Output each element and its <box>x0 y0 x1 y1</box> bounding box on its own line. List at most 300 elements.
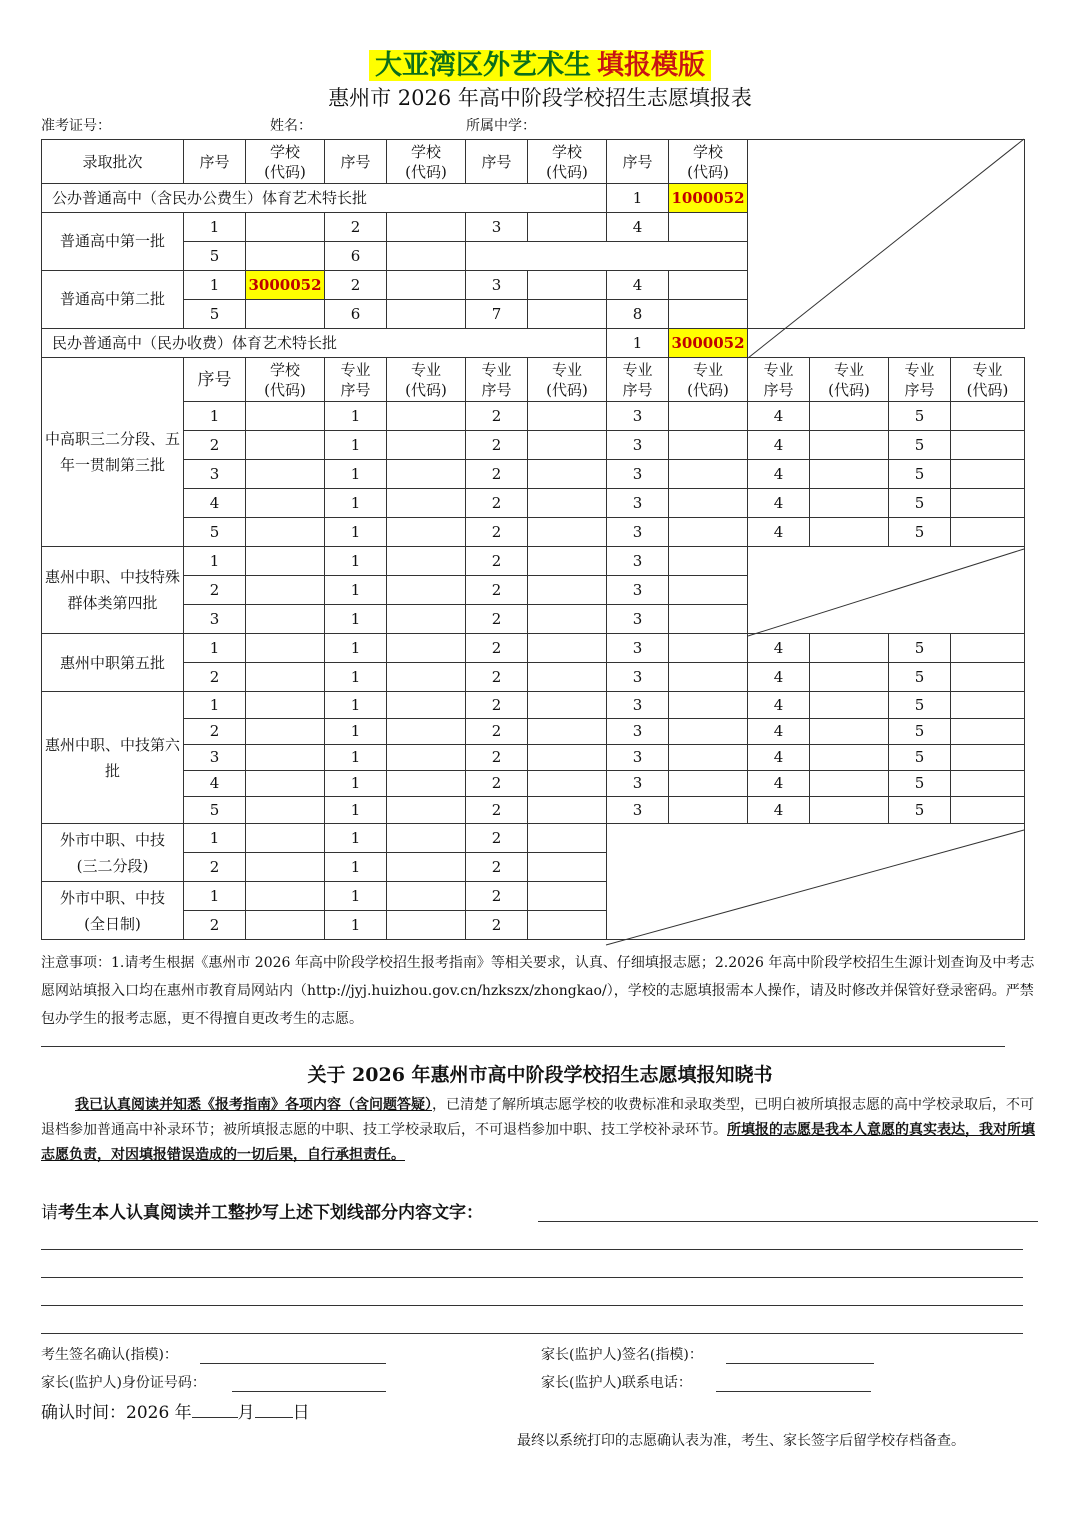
major-code-header: 专业 (代码) <box>669 358 748 402</box>
page-title <box>0 46 1080 86</box>
seq-cell: 1 <box>607 184 669 213</box>
seq-cell: 2 <box>184 663 246 692</box>
seq-cell: 3 <box>607 547 669 576</box>
seq-cell: 1 <box>607 329 669 358</box>
major-code-cell[interactable] <box>528 882 607 911</box>
seq-cell: 3 <box>607 431 669 460</box>
seq-cell: 5 <box>889 797 951 824</box>
seq-cell: 1 <box>184 547 246 576</box>
school-code-cell[interactable] <box>246 518 325 547</box>
seq-header: 序号 <box>184 358 246 402</box>
major-code-cell[interactable] <box>810 489 889 518</box>
seq-cell: 2 <box>466 853 528 882</box>
name-label: 姓名： <box>270 118 312 134</box>
seq-cell: 3 <box>607 692 669 719</box>
school-header: 学校 (代码) <box>528 140 607 184</box>
school-label: 所属中学： <box>466 118 536 134</box>
school-code-cell[interactable] <box>246 576 325 605</box>
day-blank[interactable] <box>255 1399 293 1418</box>
major-code-header: 专业 (代码) <box>810 358 889 402</box>
seq-cell: 4 <box>748 745 810 771</box>
seq-cell: 3 <box>607 771 669 797</box>
seq-cell: 1 <box>325 663 387 692</box>
major-code-cell[interactable] <box>387 911 466 940</box>
seq-cell: 1 <box>325 518 387 547</box>
major-code-cell[interactable] <box>528 576 607 605</box>
table-row <box>42 692 1025 719</box>
parent-signature-label: 家长(监护人)签名(指模)： <box>541 1347 703 1363</box>
blank-cell <box>748 547 1025 634</box>
major-code-cell[interactable] <box>528 518 607 547</box>
writing-line[interactable] <box>41 1333 1023 1334</box>
school-code-cell[interactable] <box>387 213 466 242</box>
seq-cell: 3 <box>607 663 669 692</box>
seq-cell: 2 <box>466 605 528 634</box>
seq-cell: 1 <box>325 402 387 431</box>
seq-cell: 1 <box>184 271 246 300</box>
seq-cell: 3 <box>607 745 669 771</box>
seq-cell: 5 <box>184 300 246 329</box>
major-code-cell[interactable] <box>387 489 466 518</box>
major-code-cell[interactable] <box>669 692 748 719</box>
seq-cell: 4 <box>748 489 810 518</box>
major-code-cell[interactable] <box>528 771 607 797</box>
major-code-header: 专业 (代码) <box>528 358 607 402</box>
seq-cell: 3 <box>607 605 669 634</box>
table-row <box>42 745 1025 771</box>
major-code-cell[interactable] <box>669 547 748 576</box>
major-code-cell[interactable] <box>387 518 466 547</box>
day-label: 日 <box>292 1403 310 1423</box>
seq-cell: 5 <box>889 692 951 719</box>
school-code-cell[interactable] <box>246 692 325 719</box>
seq-cell: 4 <box>184 771 246 797</box>
major-code-cell[interactable] <box>810 460 889 489</box>
seq-cell: 1 <box>184 882 246 911</box>
final-note: 最终以系统打印的志愿确认表为准，考生、家长签字后留学校存档备查。 <box>517 1433 965 1449</box>
seq-cell: 5 <box>889 489 951 518</box>
major-seq-header: 专业 序号 <box>325 358 387 402</box>
parent-id-line[interactable] <box>232 1391 386 1392</box>
seq-cell: 5 <box>889 634 951 663</box>
seq-cell: 3 <box>607 489 669 518</box>
seq-cell: 1 <box>325 692 387 719</box>
major-code-cell[interactable] <box>528 605 607 634</box>
major-code-cell[interactable] <box>387 882 466 911</box>
major-code-cell[interactable] <box>528 719 607 745</box>
underlined-text: 我已认真阅读并知悉《报考指南》各项内容（含问题答疑） <box>75 1097 432 1113</box>
seq-cell: 2 <box>184 719 246 745</box>
major-code-cell[interactable] <box>528 460 607 489</box>
seq-cell: 1 <box>325 576 387 605</box>
copy-writing-line[interactable] <box>538 1221 1038 1222</box>
major-code-cell[interactable] <box>951 771 1025 797</box>
seq-cell: 3 <box>607 797 669 824</box>
title-part-1: 大亚湾区外艺术生 <box>372 50 594 81</box>
seq-cell: 4 <box>748 518 810 547</box>
seq-cell: 2 <box>466 663 528 692</box>
major-code-cell[interactable] <box>951 518 1025 547</box>
major-code-cell[interactable] <box>951 719 1025 745</box>
major-code-cell[interactable] <box>669 489 748 518</box>
seq-cell: 1 <box>325 824 387 853</box>
major-code-cell[interactable] <box>669 719 748 745</box>
seq-cell: 2 <box>184 911 246 940</box>
school-code-cell[interactable] <box>246 882 325 911</box>
major-code-cell[interactable] <box>669 771 748 797</box>
writing-line[interactable] <box>41 1305 1023 1306</box>
seq-cell: 2 <box>466 797 528 824</box>
seq-cell: 1 <box>184 634 246 663</box>
major-code-cell[interactable] <box>810 402 889 431</box>
school-code-cell[interactable] <box>669 300 748 329</box>
batch-label: 惠州中职、中技特殊群体类第四批 <box>42 547 184 634</box>
school-code-cell[interactable] <box>246 797 325 824</box>
school-code-cell[interactable] <box>669 213 748 242</box>
seq-cell: 3 <box>607 576 669 605</box>
table-row <box>42 489 1025 518</box>
school-code-cell[interactable] <box>246 431 325 460</box>
major-code-cell[interactable] <box>810 797 889 824</box>
school-code-cell[interactable] <box>246 634 325 663</box>
copy-prompt-prefix: 请 <box>41 1203 58 1223</box>
notice-title: 关于 2026 年惠州市高中阶段学校招生志愿填报知晓书 <box>307 1064 773 1086</box>
seq-cell: 1 <box>325 911 387 940</box>
seq-cell: 3 <box>607 402 669 431</box>
major-code-cell[interactable] <box>528 692 607 719</box>
school-code-cell[interactable] <box>246 242 325 271</box>
table-row <box>42 329 1025 358</box>
major-code-cell[interactable] <box>810 692 889 719</box>
table-row <box>42 518 1025 547</box>
table-row <box>42 634 1025 663</box>
title-part-2: 填报模版 <box>594 50 708 81</box>
seq-cell: 8 <box>607 300 669 329</box>
major-code-cell[interactable] <box>810 431 889 460</box>
seq-cell: 3 <box>184 605 246 634</box>
confirm-time <box>41 1399 310 1426</box>
seq-cell: 3 <box>184 745 246 771</box>
major-code-cell[interactable] <box>387 745 466 771</box>
major-code-cell[interactable] <box>528 634 607 663</box>
school-code-cell[interactable] <box>246 605 325 634</box>
seq-cell: 2 <box>325 213 387 242</box>
seq-cell: 2 <box>466 911 528 940</box>
seq-cell: 4 <box>748 431 810 460</box>
major-code-cell[interactable] <box>387 853 466 882</box>
seq-cell: 2 <box>184 853 246 882</box>
table-row <box>42 663 1025 692</box>
month-blank[interactable] <box>192 1399 238 1418</box>
seq-cell: 1 <box>325 605 387 634</box>
seq-cell: 3 <box>607 719 669 745</box>
seq-cell: 1 <box>325 882 387 911</box>
seq-cell: 2 <box>466 824 528 853</box>
major-code-cell[interactable] <box>669 634 748 663</box>
major-code-cell[interactable] <box>669 797 748 824</box>
divider <box>41 1046 1005 1047</box>
seq-cell: 2 <box>466 518 528 547</box>
writing-line[interactable] <box>41 1277 1023 1278</box>
school-code-cell[interactable]: 3000052 <box>669 329 748 358</box>
school-header: 学校 (代码) <box>246 140 325 184</box>
major-code-cell[interactable] <box>951 402 1025 431</box>
school-code-cell[interactable] <box>669 271 748 300</box>
seq-cell: 2 <box>466 634 528 663</box>
writing-line[interactable] <box>41 1249 1023 1250</box>
seq-cell: 6 <box>325 300 387 329</box>
major-code-cell[interactable] <box>387 431 466 460</box>
seq-cell: 4 <box>607 271 669 300</box>
school-code-cell[interactable] <box>246 402 325 431</box>
batch-header: 录取批次 <box>42 140 184 184</box>
school-code-cell[interactable]: 3000052 <box>246 271 325 300</box>
blank-cell <box>466 242 748 271</box>
major-code-cell[interactable] <box>528 547 607 576</box>
major-code-cell[interactable] <box>669 576 748 605</box>
major-code-cell[interactable] <box>387 663 466 692</box>
major-code-cell[interactable] <box>387 634 466 663</box>
major-code-cell[interactable] <box>669 745 748 771</box>
ticket-label: 准考证号： <box>41 118 111 134</box>
table-row <box>42 771 1025 797</box>
seq-cell: 2 <box>466 882 528 911</box>
seq-cell: 5 <box>889 745 951 771</box>
seq-cell: 7 <box>466 300 528 329</box>
school-code-cell[interactable] <box>387 271 466 300</box>
major-code-cell[interactable] <box>528 489 607 518</box>
major-code-cell[interactable] <box>669 402 748 431</box>
school-code-cell[interactable] <box>246 745 325 771</box>
student-signature-label: 考生签名确认(指模)： <box>41 1347 178 1363</box>
school-header: 学校 (代码) <box>246 358 325 402</box>
school-code-cell[interactable] <box>528 271 607 300</box>
seq-cell: 1 <box>325 745 387 771</box>
school-code-cell[interactable]: 1000052 <box>669 184 748 213</box>
underlined-text: 所填报的志愿是我本人意愿的真实表达，我对所填志愿负责，对因填报错误造成的一切后果，自行承担责任。 <box>41 1122 1035 1163</box>
table-row <box>42 402 1025 431</box>
copy-prompt <box>41 1200 483 1226</box>
major-code-cell[interactable] <box>387 547 466 576</box>
major-code-cell[interactable] <box>528 402 607 431</box>
notice-paragraph <box>41 1093 1041 1168</box>
seq-cell: 4 <box>748 460 810 489</box>
seq-cell: 4 <box>748 402 810 431</box>
seq-cell: 1 <box>184 213 246 242</box>
batch-label: 普通高中第一批 <box>42 213 184 271</box>
seq-cell: 2 <box>466 489 528 518</box>
month-label: 月 <box>237 1403 255 1423</box>
major-code-cell[interactable] <box>387 771 466 797</box>
major-code-cell[interactable] <box>669 605 748 634</box>
seq-cell: 5 <box>889 771 951 797</box>
major-code-cell[interactable] <box>810 634 889 663</box>
major-code-cell[interactable] <box>810 745 889 771</box>
major-code-header: 专业 (代码) <box>387 358 466 402</box>
seq-cell: 1 <box>325 547 387 576</box>
major-code-cell[interactable] <box>528 853 607 882</box>
seq-cell: 1 <box>325 431 387 460</box>
major-code-cell[interactable] <box>810 719 889 745</box>
seq-cell: 2 <box>184 576 246 605</box>
seq-cell: 4 <box>607 213 669 242</box>
major-seq-header: 专业 序号 <box>607 358 669 402</box>
major-code-cell[interactable] <box>669 431 748 460</box>
seq-cell: 5 <box>184 242 246 271</box>
seq-cell: 5 <box>889 719 951 745</box>
table-row <box>42 460 1025 489</box>
seq-cell: 4 <box>748 797 810 824</box>
major-code-cell[interactable] <box>528 431 607 460</box>
batch-label: 普通高中第二批 <box>42 271 184 329</box>
seq-header: 序号 <box>466 140 528 184</box>
seq-cell: 3 <box>184 460 246 489</box>
application-table <box>41 139 1025 940</box>
seq-cell: 1 <box>325 853 387 882</box>
major-code-cell[interactable] <box>951 460 1025 489</box>
major-seq-header: 专业 序号 <box>748 358 810 402</box>
seq-cell: 2 <box>466 692 528 719</box>
school-code-cell[interactable] <box>246 460 325 489</box>
seq-cell: 4 <box>748 692 810 719</box>
major-code-cell[interactable] <box>951 489 1025 518</box>
seq-cell: 2 <box>184 431 246 460</box>
school-code-cell[interactable] <box>246 719 325 745</box>
major-code-cell[interactable] <box>810 771 889 797</box>
school-code-cell[interactable] <box>246 300 325 329</box>
seq-cell: 5 <box>889 518 951 547</box>
school-code-cell[interactable] <box>246 824 325 853</box>
table-row <box>42 824 1025 853</box>
seq-cell: 2 <box>466 745 528 771</box>
major-code-cell[interactable] <box>951 431 1025 460</box>
major-code-cell[interactable] <box>387 605 466 634</box>
table-row <box>42 797 1025 824</box>
major-code-cell[interactable] <box>669 663 748 692</box>
seq-cell: 2 <box>466 402 528 431</box>
major-code-cell[interactable] <box>387 692 466 719</box>
seq-cell: 3 <box>466 213 528 242</box>
seq-cell: 3 <box>607 634 669 663</box>
seq-header: 序号 <box>325 140 387 184</box>
seq-cell: 5 <box>184 797 246 824</box>
seq-cell: 1 <box>325 719 387 745</box>
seq-cell: 2 <box>466 576 528 605</box>
major-code-cell[interactable] <box>810 518 889 547</box>
seq-cell: 4 <box>748 771 810 797</box>
seq-cell: 4 <box>748 663 810 692</box>
seq-cell: 3 <box>607 518 669 547</box>
seq-cell: 1 <box>325 489 387 518</box>
batch-label: 外市中职、中技 (三二分段) <box>42 824 184 882</box>
school-code-cell[interactable] <box>246 911 325 940</box>
major-code-cell[interactable] <box>387 576 466 605</box>
major-code-cell[interactable] <box>669 518 748 547</box>
seq-cell: 2 <box>466 431 528 460</box>
seq-cell: 2 <box>325 271 387 300</box>
seq-cell: 6 <box>325 242 387 271</box>
major-code-cell[interactable] <box>951 745 1025 771</box>
seq-cell: 3 <box>466 271 528 300</box>
major-code-cell[interactable] <box>528 824 607 853</box>
seq-cell: 1 <box>184 402 246 431</box>
seq-cell: 1 <box>184 692 246 719</box>
header-row <box>42 140 1025 184</box>
school-code-cell[interactable] <box>387 242 466 271</box>
notice-body: ，已清楚了解所填志愿学校的收费标准和录取类型，已明白被所填报志愿的高中学校录取后，不可退档参加普通高中补录环节；被所填报志愿的中职、技工学校录取后，不可退档参加中职、技工学校补录环节。 <box>41 1097 1034 1138</box>
form-subtitle: 惠州市 2026 年高中阶段学校招生志愿填报表 <box>328 86 752 110</box>
seq-cell: 4 <box>748 634 810 663</box>
school-code-cell[interactable] <box>528 300 607 329</box>
major-code-cell[interactable] <box>810 663 889 692</box>
student-signature-line[interactable] <box>200 1363 386 1364</box>
blank-cell <box>748 140 1025 329</box>
major-code-cell[interactable] <box>387 797 466 824</box>
batch-label: 公办普通高中（含民办公费生）体育艺术特长批 <box>42 184 607 213</box>
seq-cell: 1 <box>325 634 387 663</box>
seq-cell: 2 <box>466 460 528 489</box>
school-code-cell[interactable] <box>246 213 325 242</box>
major-code-cell[interactable] <box>387 460 466 489</box>
school-code-cell[interactable] <box>246 663 325 692</box>
school-code-cell[interactable] <box>387 300 466 329</box>
school-code-cell[interactable] <box>246 771 325 797</box>
school-code-cell[interactable] <box>246 489 325 518</box>
batch-label: 中高职三二分段、五年一贯制第三批 <box>42 358 184 547</box>
school-code-cell[interactable] <box>528 213 607 242</box>
seq-cell: 5 <box>184 518 246 547</box>
school-header: 学校 (代码) <box>669 140 748 184</box>
seq-cell: 1 <box>184 824 246 853</box>
notes-text: 注意事项：1.请考生根据《惠州市 2026 年高中阶段学校招生报考指南》等相关要求，认真、仔细填报志愿；2.2026 年高中阶段学校招生生源计划查询及中考志愿网站填报入口均在惠州市教育局网站内（http://jyj.huizhou.gov.cn/hzkszx/zhongkao/），学校的志愿填报需本人操作，请及时修改并保管好登录密码。严禁包办学生的报考志愿，更不得擅自更改考生的志愿。 <box>41 955 1035 1027</box>
seq-cell: 5 <box>889 460 951 489</box>
school-code-cell[interactable] <box>246 853 325 882</box>
school-code-cell[interactable] <box>246 547 325 576</box>
table-row <box>42 547 1025 576</box>
major-code-header: 专业 (代码) <box>951 358 1025 402</box>
major-code-cell[interactable] <box>951 692 1025 719</box>
major-code-cell[interactable] <box>387 402 466 431</box>
major-code-cell[interactable] <box>951 663 1025 692</box>
seq-cell: 5 <box>889 663 951 692</box>
batch-label: 外市中职、中技 (全日制) <box>42 882 184 940</box>
table-row <box>42 431 1025 460</box>
major-code-cell[interactable] <box>387 719 466 745</box>
header-row <box>42 358 1025 402</box>
copy-prompt-bold: 考生本人认真阅读并工整抄写上述下划线部分内容文字： <box>58 1203 483 1223</box>
major-code-cell[interactable] <box>528 745 607 771</box>
batch-label: 惠州中职第五批 <box>42 634 184 692</box>
major-code-cell[interactable] <box>528 663 607 692</box>
parent-phone-line[interactable] <box>716 1391 871 1392</box>
batch-label: 民办普通高中（民办收费）体育艺术特长批 <box>42 329 607 358</box>
major-code-cell[interactable] <box>951 797 1025 824</box>
major-code-cell[interactable] <box>387 824 466 853</box>
major-code-cell[interactable] <box>669 460 748 489</box>
seq-header: 序号 <box>607 140 669 184</box>
school-header: 学校 (代码) <box>387 140 466 184</box>
parent-signature-line[interactable] <box>726 1363 874 1364</box>
seq-cell: 5 <box>889 431 951 460</box>
seq-cell: 1 <box>325 797 387 824</box>
seq-cell: 2 <box>466 547 528 576</box>
seq-cell: 4 <box>748 719 810 745</box>
major-code-cell[interactable] <box>951 634 1025 663</box>
major-code-cell[interactable] <box>528 797 607 824</box>
seq-cell: 2 <box>466 771 528 797</box>
major-code-cell[interactable] <box>528 911 607 940</box>
parent-id-label: 家长(监护人)身份证号码： <box>41 1375 206 1391</box>
